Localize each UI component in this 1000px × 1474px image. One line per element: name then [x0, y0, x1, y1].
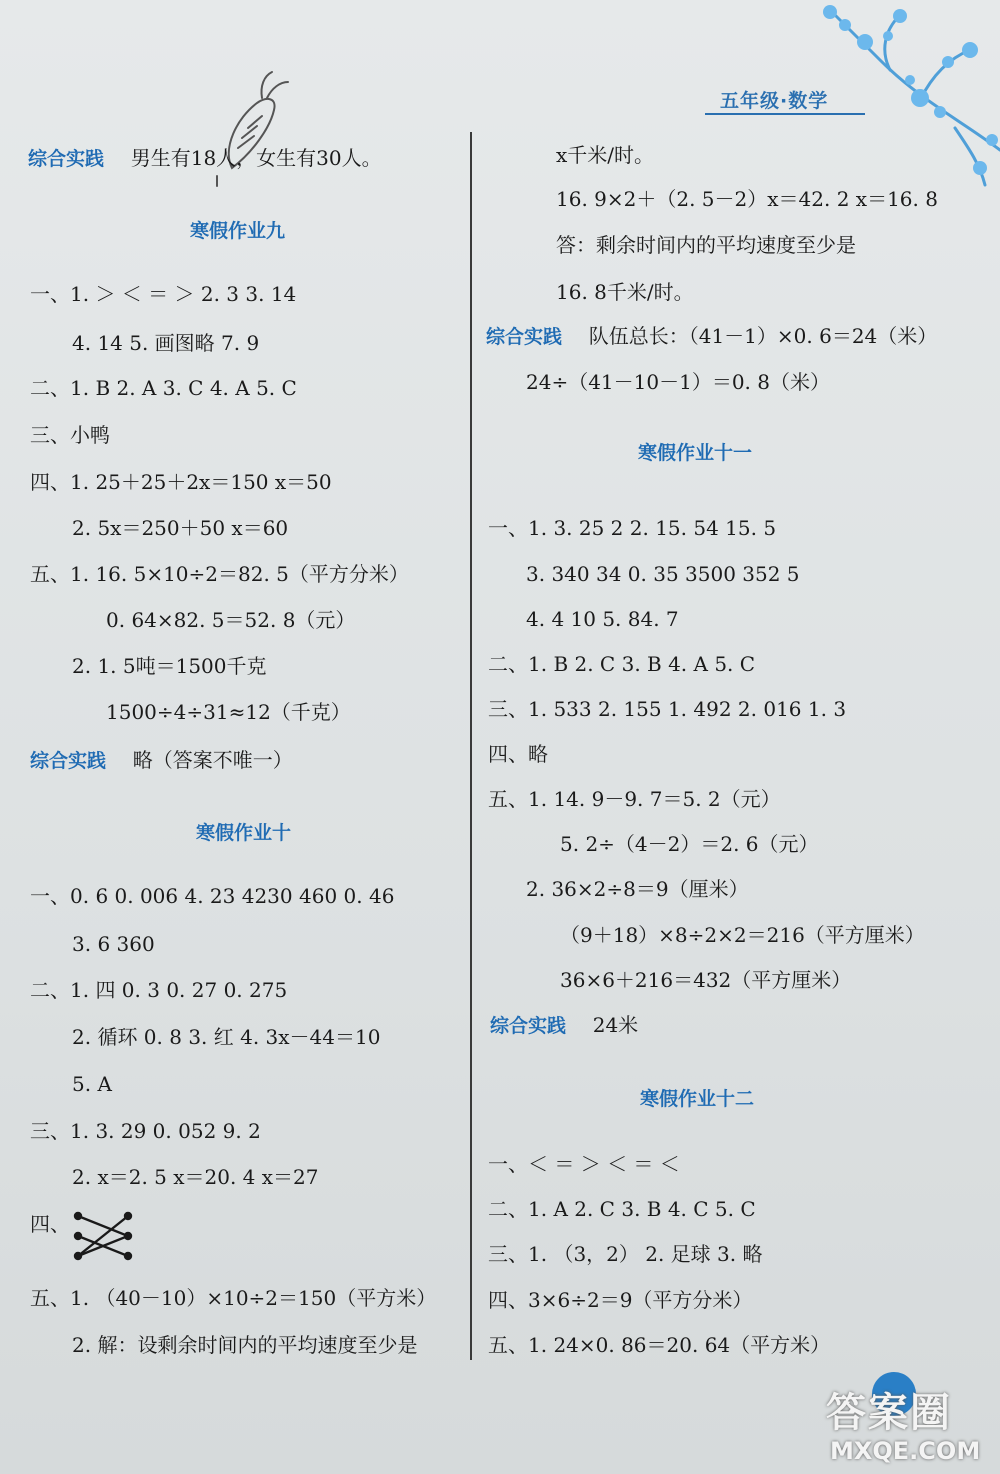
hw10-line: 3. 6 360	[72, 932, 155, 956]
hw12-line: 五、1. 24×0. 86＝20. 64（平方米）	[488, 1333, 831, 1357]
practice-top	[28, 146, 382, 171]
hw12-line: 一、＜ ＝ ＞ ＜ ＝ ＜	[488, 1152, 680, 1176]
hw10-line: 2. x＝2. 5 x＝20. 4 x＝27	[72, 1165, 319, 1189]
hw9-line: 2. 5x＝250＋50 x＝60	[72, 516, 289, 540]
hw9-line: 2. 1. 5吨＝1500千克	[72, 654, 267, 678]
hw11-line: 二、1. B 2. C 3. B 4. A 5. C	[488, 652, 756, 676]
hw9-line: 二、1. B 2. A 3. C 4. A 5. C	[30, 376, 297, 400]
hw11-line: （9＋18）×8÷2×2＝216（平方厘米）	[560, 923, 925, 947]
hw11-line: 一、1. 3. 25 2 2. 15. 54 15. 5	[488, 516, 777, 540]
practice-text: 24米	[592, 1013, 639, 1037]
hw11-line: 4. 4 10 5. 84. 7	[526, 607, 679, 631]
hw10-line: 5. A	[72, 1072, 112, 1096]
hw9-line: 四、1. 25＋25＋2x＝150 x＝50	[30, 470, 332, 494]
hw10-line: 2. 循环 0. 8 3. 红 4. 3x－44＝10	[72, 1025, 381, 1049]
hw9-line: 三、小鸭	[30, 423, 110, 447]
continued-line: x千米/时。	[556, 143, 655, 167]
practice-text: 队伍总长：（41－1）×0. 6＝24（米）	[588, 324, 938, 348]
hw11-line: 五、1. 14. 9－9. 7＝5. 2（元）	[488, 787, 781, 811]
grade-subject-label: 五年级·数学	[720, 90, 829, 112]
practice-route-line2: 24÷（41－10－1）＝0. 8（米）	[526, 370, 830, 394]
hw9-line: 五、1. 16. 5×10÷2＝82. 5（平方分米）	[30, 562, 409, 586]
watermark-domain: MXQE.COM	[830, 1437, 981, 1465]
hw12-line: 二、1. A 2. C 3. B 4. C 5. C	[488, 1197, 756, 1221]
practice-label: 综合实践	[490, 1015, 567, 1037]
hw9-line: 0. 64×82. 5＝52. 8（元）	[106, 608, 356, 632]
column-divider	[470, 132, 472, 1360]
hw9-practice	[30, 748, 293, 773]
hw11-practice	[490, 1013, 638, 1038]
practice-label: 综合实践	[486, 326, 563, 348]
practice-text: 略（答案不唯一）	[132, 748, 293, 772]
continued-line: 16. 9×2＋（2. 5－2）x＝42. 2 x＝16. 8	[556, 187, 938, 211]
hw10-line: 三、1. 3. 29 0. 052 9. 2	[30, 1119, 261, 1143]
practice-label: 综合实践	[30, 750, 107, 772]
hw10-line: 二、1. 四 0. 3 0. 27 0. 275	[30, 978, 288, 1002]
hw12-line: 四、3×6÷2＝9（平方分米）	[488, 1288, 753, 1312]
continued-line: 答：剩余时间内的平均速度至少是	[556, 233, 856, 257]
practice-label: 综合实践	[28, 148, 105, 170]
hw9-line: 1500÷4÷31≈12（千克）	[106, 700, 351, 724]
hw10-line: 一、0. 6 0. 006 4. 23 4230 460 0. 46	[30, 884, 395, 908]
hw9-title: 寒假作业九	[190, 220, 286, 242]
header-underline	[705, 113, 865, 115]
continued-line: 16. 8千米/时。	[556, 280, 694, 304]
hw10-title: 寒假作业十	[196, 822, 292, 844]
crossed-lines-icon	[72, 1210, 134, 1262]
hw11-line: 3. 340 34 0. 35 3500 352 5	[526, 562, 800, 586]
hw11-line: 四、略	[488, 742, 548, 766]
hw9-line: 4. 14 5. 画图略 7. 9	[72, 331, 260, 355]
practice-route	[486, 324, 937, 349]
hw11-line: 2. 36×2÷8＝9（厘米）	[526, 877, 749, 901]
hw11-title: 寒假作业十一	[638, 442, 753, 464]
hw9-line: 一、1. ＞ ＜ ＝ ＞ 2. 3 3. 14	[30, 282, 297, 306]
hw10-line: 五、1. （40－10）×10÷2＝150（平方米）	[30, 1286, 437, 1310]
practice-text: 男生有18人，女生有30人。	[130, 146, 382, 170]
watermark	[820, 1375, 998, 1473]
hw11-line: 36×6＋216＝432（平方厘米）	[560, 968, 852, 992]
hw12-line: 三、1. （3，2） 2. 足球 3. 略	[488, 1242, 763, 1266]
hw11-line: 三、1. 533 2. 155 1. 492 2. 016 1. 3	[488, 697, 847, 721]
hw11-line: 5. 2÷（4－2）＝2. 6（元）	[560, 832, 819, 856]
hw12-title: 寒假作业十二	[640, 1088, 755, 1110]
hw10-line: 四、	[30, 1212, 70, 1236]
watermark-brand: 答案圈	[826, 1390, 952, 1436]
hw10-line: 2. 解：设剩余时间内的平均速度至少是	[72, 1333, 418, 1357]
